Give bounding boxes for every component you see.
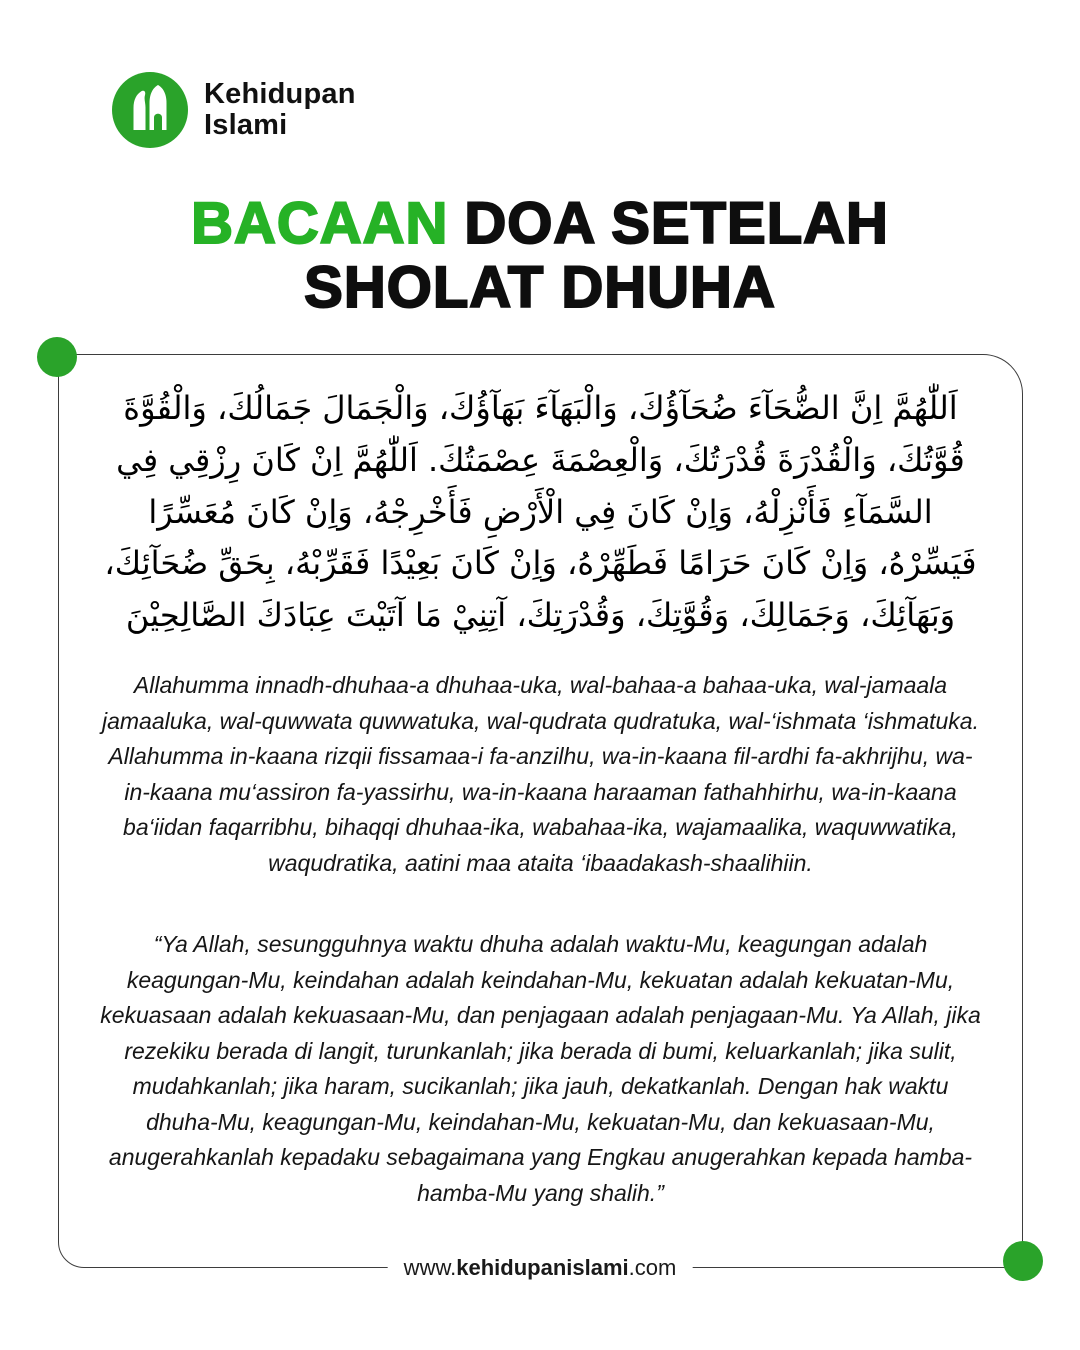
page-title-line2: SHOLAT DHUHA [304,255,776,320]
brand-name-line1: Kehidupan [204,78,356,110]
mosque-icon [112,72,188,148]
website-url-domain: kehidupanislami [456,1255,629,1280]
page-title-line1 [0,192,1080,256]
dua-card [58,354,1023,1268]
website-url [388,1253,693,1283]
brand-name-line2: Islami [204,109,288,141]
page-title-highlight: BACAAN [191,191,449,256]
green-dot-bottom-right [1003,1241,1043,1281]
translation-text: “Ya Allah, sesungguhnya waktu dhuha adalah waktu-Mu, keagungan adalah keagungan-Mu, keindahan adalah keindahan-Mu, kekuatan adalah kekuatan-Mu, kekuasaan adalah kekuasaan-Mu, dan penjagaan adalah penjagaan-Mu. Ya Allah, jika rezekiku berada di langit, turunkanlah; jika berada di bumi, keluarkanlah; jika sulit, mudahkanlah; jika haram, sucikanlah; jika jauh, dekatkanlah. Dengan hak waktu dhuha-Mu, keagungan-Mu, keindahan-Mu, kekuatan-Mu, dan kekuasaan-Mu, anugerahkanlah kepadaku sebagaimana yang Engkau anugerahkan kepada hamba-hamba-Mu yang shalih.” [100,931,981,1206]
arabic-dua-text: اَللّٰهُمَّ اِنَّ الضُّحَآءَ ضُحَآؤُكَ، وَالْبَهَآءَ بَهَآؤُكَ، وَالْجَمَالَ جَمَالُكَ، وَالْقُوَّةَ قُوَّتُكَ، وَالْقُدْرَةَ قُدْرَتُكَ، وَالْعِصْمَةَ عِصْمَتُكَ. اَللّٰهُمَّ اِنْ كَانَ رِزْقِي فِي السَّمَآءِ فَأَنْزِلْهُ، وَاِنْ كَانَ فِي الْأَرْضِ فَأَخْرِجْهُ، وَاِنْ كَانَ مُعَسِّرًا فَيَسِّرْهُ، وَاِنْ كَانَ حَرَامًا فَطَهِّرْهُ، وَاِنْ كَانَ بَعِيْدًا فَقَرِّبْهُ، بِحَقِّ ضُحَآئِكَ، وَبَهَآئِكَ، وَجَمَالِكَ، وَقُوَّتِكَ، وَقُدْرَتِكَ، آتِنِيْ مَا آتَيْتَ عِبَادَكَ الصَّالِحِيْنَ [104,389,977,635]
brand-header [112,72,356,148]
green-dot-top-left [37,337,77,377]
brand-name [204,79,356,141]
transliteration-text: Allahumma innadh-dhuhaa-a dhuhaa-uka, wal-bahaa-a bahaa-uka, wal-jamaala jamaaluka, wal-quwwata quwwatuka, wal-qudrata qudratuka, wal-‘ishmata ‘ishmatuka. Allahumma in-kaana rizqii fissamaa-i fa-anzilhu, wa-in-kaana fil-ardhi fa-akhrijhu, wa-in-kaana mu‘assiron fa-yassirhu, wa-in-kaana haraaman fathahhirhu, wa-in-kaana ba‘iidan faqarribhu, bihaqqi dhuhaa-ika, wabahaa-ika, wajamaalika, waquwwatika, waqudratika, aatini maa ataita ‘ibaadakash-shaalihiin. [102,672,979,876]
page-title-rest: DOA SETELAH [464,191,889,256]
page-title [0,192,1080,320]
website-url-prefix: www. [403,1255,457,1280]
website-url-suffix: .com [628,1255,677,1280]
